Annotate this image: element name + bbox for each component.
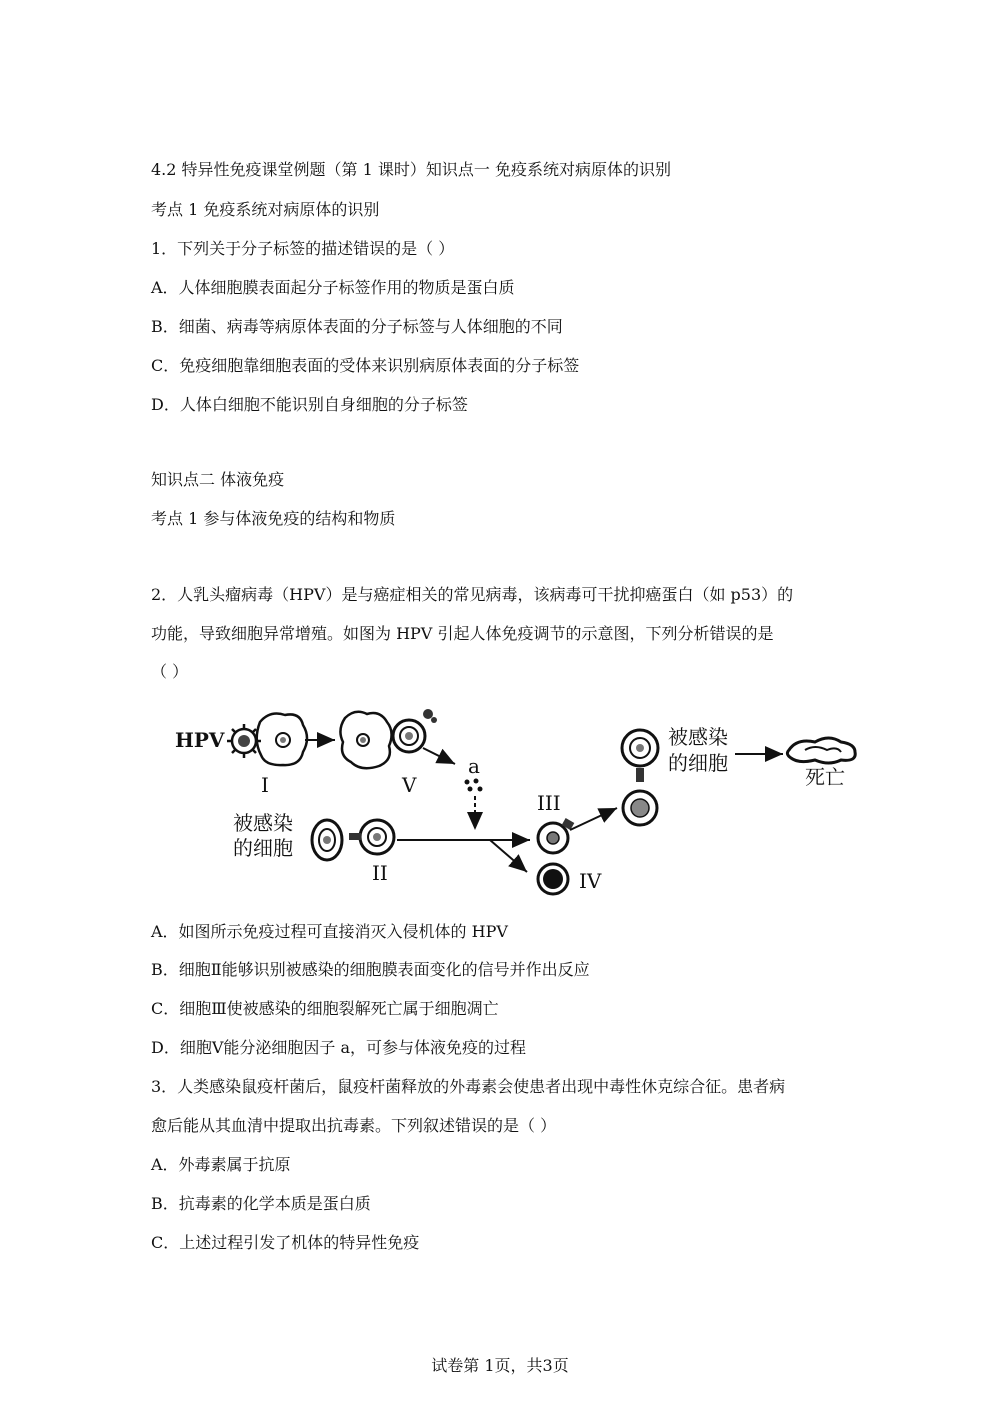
question-2-stem-line-2: 功能，导致细胞异常增殖。如图为 HPV 引起人体免疫调节的示意图，下列分析错误的是 [151,624,774,643]
cell-ii [349,820,394,854]
roman-ii-label: II [372,861,388,885]
page-footer: 试卷第 1页，共3页 [431,1356,569,1375]
question-2-stem-line-1: 2．人乳头瘤病毒（HPV）是与癌症相关的常见病毒，该病毒可干扰抑癌蛋白（如 p53）的 [151,585,794,604]
document-title: 4.2 特异性免疫课堂例题（第 1 课时）知识点一 免疫系统对病原体的识别 [151,160,671,179]
roman-iv-label: IV [579,869,602,893]
death-label: 死亡 [805,765,845,789]
dead-cell [787,738,855,763]
infected-cell-top-label-2: 的细胞 [668,751,728,775]
question-1-option-c: C．免疫细胞靠细胞表面的受体来识别病原体表面的分子标签 [151,356,580,375]
infected-cell-left [312,820,342,860]
infected-cell-left-label-2: 的细胞 [233,836,293,860]
cell-iii [538,818,574,853]
question-3-option-c: C．上述过程引发了机体的特异性免疫 [151,1233,420,1252]
question-3-option-a: A．外毒素属于抗原 [151,1155,291,1174]
roman-i-label: I [261,773,269,797]
cytokine-a-label: a [468,754,480,778]
infected-cell-top [622,730,658,766]
question-3-stem-line-2: 愈后能从其血清中提取出抗毒素。下列叙述错误的是（ ） [151,1116,557,1135]
cytokine-dots [465,779,483,792]
question-3-stem-line-1: 3．人类感染鼠疫杆菌后，鼠疫杆菌释放的外毒素会使患者出现中毒性休克综合征。患者病 [151,1077,786,1096]
question-3-option-b: B．抗毒素的化学本质是蛋白质 [151,1194,371,1213]
effector-cell [623,768,657,825]
roman-iii-label: III [537,791,561,815]
question-2-option-d: D．细胞Ⅴ能分泌细胞因子 a，可参与体液免疫的过程 [151,1038,527,1057]
section-heading-2: 考点 1 参与体液免疫的结构和物质 [151,509,396,528]
question-2-option-b: B．细胞Ⅱ能够识别被感染的细胞膜表面变化的信号并作出反应 [151,960,590,979]
question-2-stem-line-3: （ ） [151,662,189,681]
hpv-label: HPV [175,728,225,752]
cell-i [257,714,307,766]
roman-v-label: V [402,773,417,797]
question-2-option-c: C．细胞Ⅲ使被感染的细胞裂解死亡属于细胞凋亡 [151,999,499,1018]
question-1-option-d: D．人体白细胞不能识别自身细胞的分子标签 [151,395,468,414]
infected-cell-top-label-1: 被感染 [668,725,728,749]
hpv-immune-diagram [165,700,865,900]
knowledge-point-2-title: 知识点二 体液免疫 [151,470,285,489]
cell-v [393,709,437,752]
question-1-option-b: B．细菌、病毒等病原体表面的分子标签与人体细胞的不同 [151,317,563,336]
infected-cell-left-label-1: 被感染 [233,811,293,835]
cell-presenting [340,712,391,769]
question-1-stem: 1．下列关于分子标签的描述错误的是（ ） [151,239,455,258]
cell-iv [538,864,568,894]
question-1-option-a: A．人体细胞膜表面起分子标签作用的物质是蛋白质 [151,278,515,297]
section-heading: 考点 1 免疫系统对病原体的识别 [151,200,380,219]
question-2-option-a: A．如图所示免疫过程可直接消灭入侵机体的 HPV [151,922,508,941]
